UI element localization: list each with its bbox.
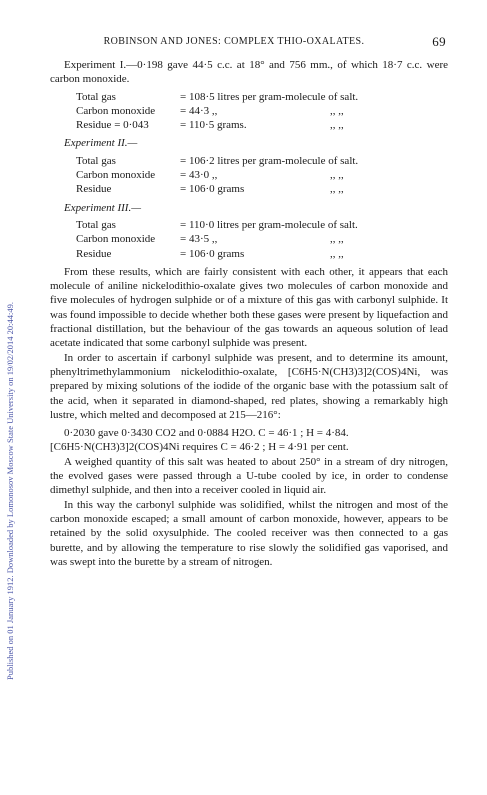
table-row	[50, 247, 448, 261]
page-body	[50, 58, 448, 569]
analysis-found: 0·2030 gave 0·3430 CO2 and 0·0884 H2O. C = 46·1 ; H = 4·84.	[64, 427, 349, 440]
running-header	[62, 36, 446, 52]
paragraph-solidification: In this way the carbonyl sulphide was solidified, whilst the nitrogen and most of the carbon monoxide escaped; a small amount of carbon monoxide, however, appears to be retained by the solid oxysulphide. The cooled receiver was then connected to a gas burette, and by allowing the temperature to rise slowly the solidified gas vaporised, and was swept into the burette by a stream of nitrogen.	[50, 498, 448, 568]
row-rest: ,, ,,	[330, 119, 344, 132]
table-row	[50, 90, 448, 104]
experiment-1-intro: Experiment I.—0·198 gave 44·5 c.c. at 18° and 756 mm., of which 18·7 c.c. were carbon monoxide.	[50, 59, 448, 86]
running-title: ROBINSON AND JONES: COMPLEX THIO-OXALATES.	[103, 36, 365, 47]
row-value: = 106·2 litres per gram-molecule of salt.	[180, 154, 359, 167]
paragraph-heating: A weighed quantity of this salt was heated to about 250° in a stream of dry nitrogen, the evolved gases were passed through a U-tube cooled by ice, in order to condense dimethyl sulphide, and then into a receiver cooled in liquid air.	[50, 455, 448, 497]
row-value: = 106·0 grams	[180, 247, 245, 260]
row-label: Total gas	[76, 218, 116, 231]
row-value: = 110·5 grams.	[180, 119, 247, 132]
table-row	[50, 232, 448, 246]
row-label: Carbon monoxide	[76, 233, 156, 246]
row-label: Total gas	[76, 90, 116, 103]
table-row	[50, 182, 448, 196]
table-row	[50, 104, 448, 118]
table-row	[50, 218, 448, 232]
experiment-3-table	[50, 218, 448, 261]
row-label: Total gas	[76, 154, 116, 167]
row-value: = 44·3 ,,	[180, 104, 218, 117]
row-rest	[330, 154, 448, 168]
experiment-3-heading: Experiment III.—	[64, 201, 141, 214]
experiment-2-heading: Experiment II.—	[64, 137, 138, 150]
row-label: Residue = 0·043	[76, 119, 149, 132]
row-value: = 43·0 ,,	[180, 169, 218, 182]
table-row	[50, 154, 448, 168]
paragraph-results: From these results, which are fairly consistent with each other, it appears that each molecule of aniline nickelodithio-oxalate gives two molecules of carbon monoxide and five molecules of hydrogen sulphide or of a mixture of this gas with carbonyl sulphide. It was found impossible to decide whether both these gases were present by liquefaction and fractional distillation, but the behaviour of the gas towards an aqueous solution of lead acetate indicated that some carbonyl sulphide was present.	[50, 265, 448, 350]
row-rest: ,, ,,	[330, 183, 344, 196]
row-label: Carbon monoxide	[76, 169, 156, 182]
table-row	[50, 168, 448, 182]
row-rest: ,, ,,	[330, 233, 344, 246]
table-row	[50, 118, 448, 132]
row-value: = 108·5 litres per gram-molecule of salt.	[180, 90, 359, 103]
experiment-1-table	[50, 90, 448, 133]
row-rest: ,, ,,	[330, 104, 344, 117]
page-number: 69	[432, 34, 446, 49]
paragraph-carbonyl-sulphide: In order to ascertain if carbonyl sulphide was present, and to determine its amount, phenyltrimethylammonium nickelodithio-oxalate, [C6H5·N(CH3)3]2(COS)4Ni, was prepared by mixing solutions of the iodide of the organic base with the potassium salt of the acid, when it separated in diamond-shaped, red plates, showing a remarkably high lustre, which melted and decomposed at 215—216°:	[50, 351, 448, 421]
row-rest: ,, ,,	[330, 169, 344, 182]
row-value: = 43·5 ,,	[180, 233, 218, 246]
row-label: Residue	[76, 183, 112, 196]
row-label: Residue	[76, 247, 112, 260]
row-rest	[330, 90, 448, 104]
row-value: = 110·0 litres per gram-molecule of salt.	[180, 218, 358, 231]
analysis-required: [C6H5·N(CH3)3]2(COS)4Ni requires C = 46·2 ; H = 4·91 per cent.	[50, 441, 349, 454]
publication-side-note: Published on 01 January 1912. Downloaded by Lomonosov Moscow State University on 19/02/2014 20:44:49.	[5, 302, 15, 680]
row-rest	[330, 218, 448, 232]
row-value: = 106·0 grams	[180, 183, 245, 196]
experiment-2-table	[50, 154, 448, 197]
row-rest: ,, ,,	[330, 247, 344, 260]
row-label: Carbon monoxide	[76, 104, 156, 117]
